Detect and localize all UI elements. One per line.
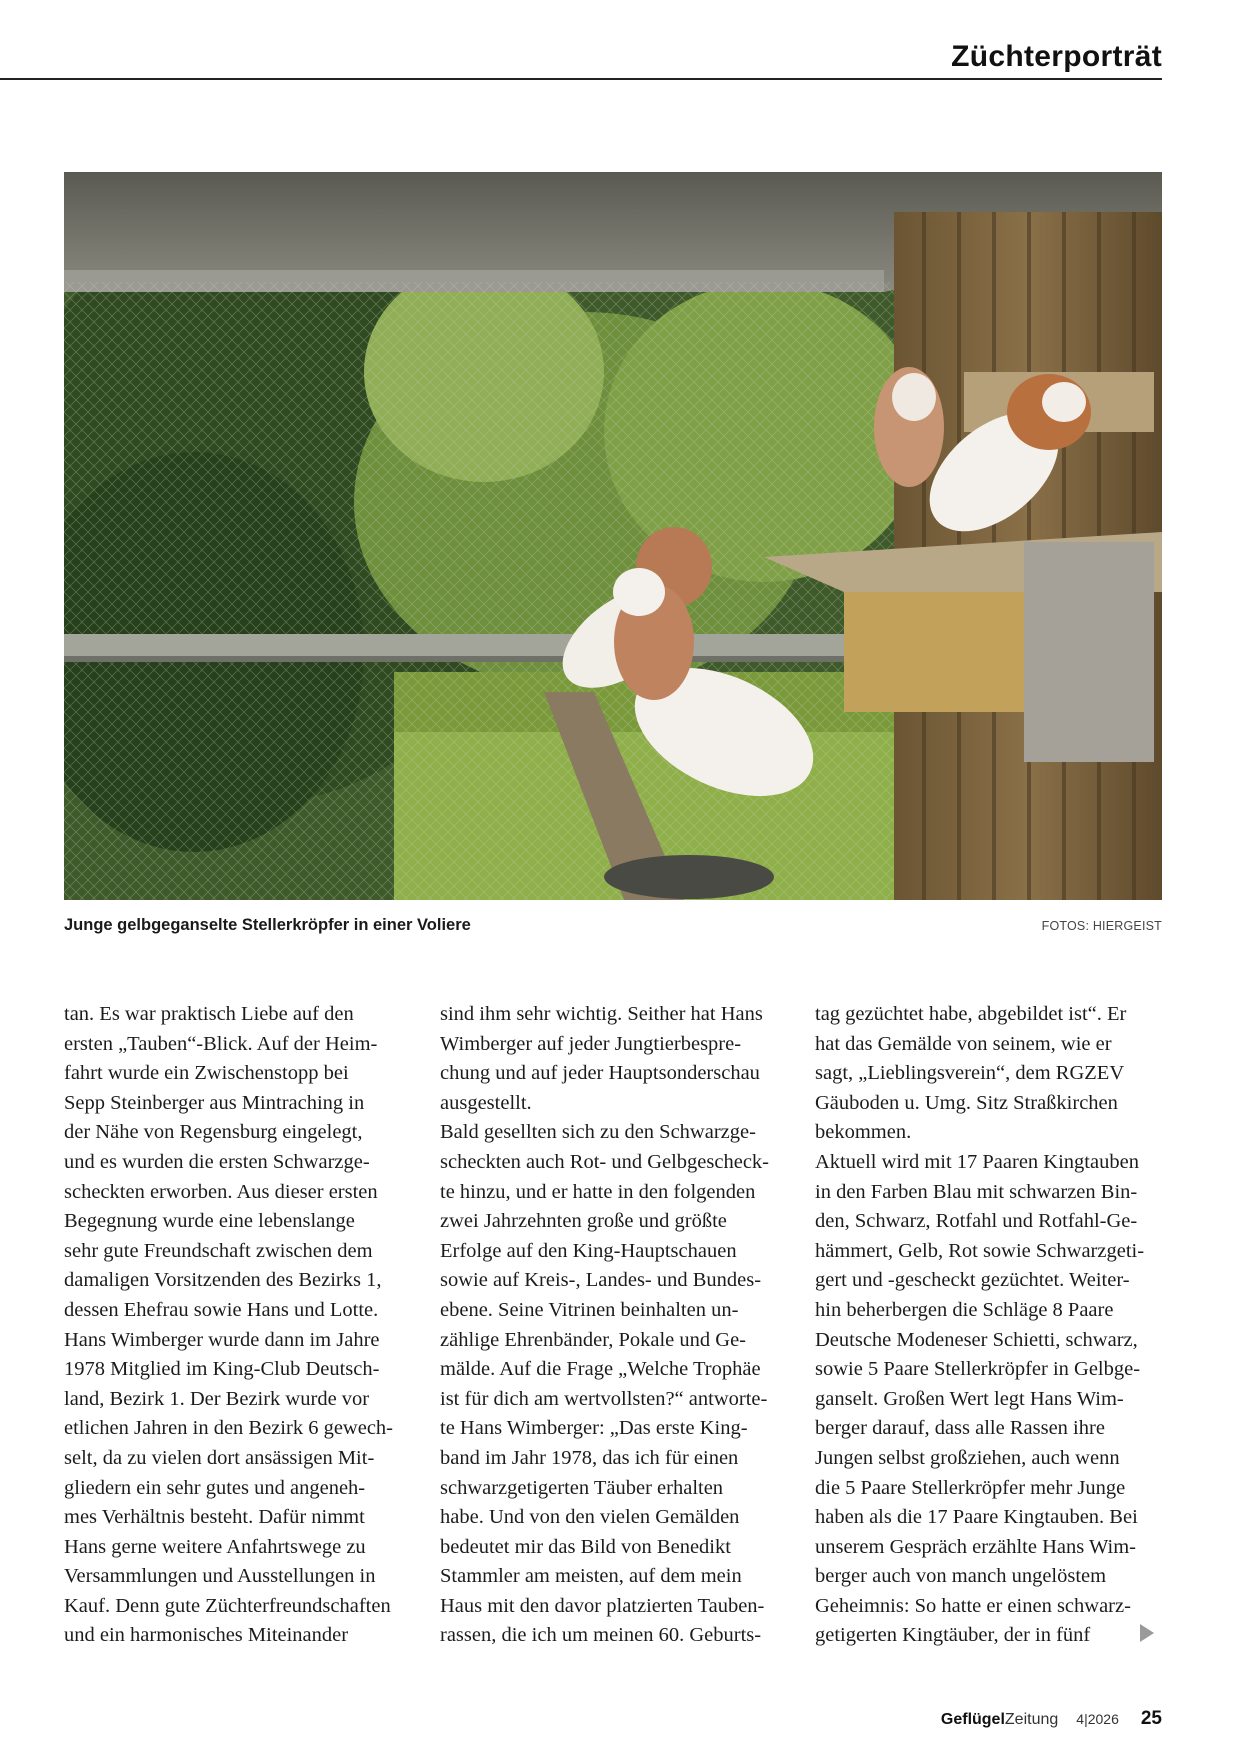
text-line: habe. Und von den vielen Gemälden: [440, 1506, 740, 1529]
text-line: mälde. Auf die Frage „Welche Trophäe: [440, 1358, 761, 1381]
photo-caption: Junge gelbgeganselte Stellerkröpfer in einer Voliere: [64, 916, 471, 934]
text-line: Aktuell wird mit 17 Paaren Kingtauben: [815, 1150, 1139, 1173]
text-line: ersten „Tauben“-Blick. Auf der Heim-: [64, 1032, 378, 1055]
text-line: Geheimnis: So hatte er einen schwarz-: [815, 1594, 1131, 1617]
text-line: dessen Ehefrau sowie Hans und Lotte.: [64, 1298, 379, 1321]
text-line: te Hans Wimberger: „Das erste King-: [440, 1417, 748, 1440]
text-line: und ein harmonisches Miteinander: [64, 1624, 349, 1647]
text-line: und es wurden die ersten Schwarzge-: [64, 1150, 370, 1173]
magazine-name-light: Zeitung: [1004, 1711, 1059, 1728]
text-line: ausgestellt.: [440, 1091, 532, 1114]
text-line: der Nähe von Regensburg eingelegt,: [64, 1121, 363, 1144]
text-line: hämmert, Gelb, Rot sowie Schwarzgeti-: [815, 1239, 1145, 1262]
article-column-2: [440, 1000, 790, 1651]
text-line: den, Schwarz, Rotfahl und Rotfahl-Ge-: [815, 1210, 1138, 1233]
photo-credit: FOTOS: HIERGEIST: [1041, 919, 1162, 933]
continue-arrow-icon: [1140, 1624, 1154, 1642]
text-line: etlichen Jahren in den Bezirk 6 gewech-: [64, 1417, 394, 1440]
text-line: ist für dich am wertvollsten?“ antworte-: [440, 1387, 768, 1410]
text-line: sind ihm sehr wichtig. Seither hat Hans: [440, 1003, 763, 1025]
text-line: Kauf. Denn gute Züchterfreundschaften: [64, 1594, 391, 1617]
text-line: Wimberger auf jeder Jungtierbespre-: [440, 1032, 742, 1055]
text-line: berger darauf, dass alle Rassen ihre: [815, 1417, 1105, 1440]
text-line: sehr gute Freundschaft zwischen dem: [64, 1239, 373, 1262]
text-line: sagt, „Lieblingsverein“, dem RGZEV: [815, 1062, 1125, 1085]
text-line: schwarzgetigerten Täuber erhalten: [440, 1476, 724, 1499]
text-line: selt, da zu vielen dort ansässigen Mit-: [64, 1446, 375, 1469]
text-line: Jungen selbst großziehen, auch wenn: [815, 1446, 1120, 1469]
text-line: Bald gesellten sich zu den Schwarzge-: [440, 1121, 756, 1144]
text-line: unserem Gespräch erzählte Hans Wim-: [815, 1535, 1136, 1558]
text-line: tag gezüchtet habe, abgebildet ist“. Er: [815, 1003, 1127, 1025]
text-line: Haus mit den davor platzierten Tauben-: [440, 1594, 765, 1617]
text-line: Hans Wimberger wurde dann im Jahre: [64, 1328, 380, 1351]
text-line: bekommen.: [815, 1121, 912, 1144]
text-line: haben als die 17 Paare Kingtauben. Bei: [815, 1506, 1138, 1529]
text-line: Begegnung wurde eine lebenslange: [64, 1210, 355, 1233]
text-line: Gäuboden u. Umg. Sitz Straßkirchen: [815, 1091, 1118, 1114]
text-line: band im Jahr 1978, das ich für einen: [440, 1446, 739, 1469]
text-line: Versammlungen und Ausstellungen in: [64, 1565, 376, 1588]
text-line: chung und auf jeder Hauptsonderschau: [440, 1062, 760, 1085]
page-number: 25: [1140, 1708, 1162, 1729]
article-column-1: [64, 1000, 414, 1651]
text-line: Hans gerne weitere Anfahrtswege zu: [64, 1535, 366, 1558]
text-line: Sepp Steinberger aus Mintraching in: [64, 1091, 365, 1114]
text-line: in den Farben Blau mit schwarzen Bin-: [815, 1180, 1138, 1203]
text-line: tan. Es war praktisch Liebe auf den: [64, 1003, 354, 1025]
text-line: hat das Gemälde von seinem, wie er: [815, 1032, 1112, 1055]
text-line: zwei Jahrzehnten große und größte: [440, 1210, 727, 1233]
text-line: ebene. Seine Vitrinen beinhalten un-: [440, 1298, 739, 1321]
issue-number: 4|2026: [1076, 1711, 1119, 1727]
text-line: sowie 5 Paare Stellerkröpfer in Gelbge-: [815, 1358, 1141, 1381]
text-line: mes Verhältnis besteht. Dafür nimmt: [64, 1506, 365, 1529]
aviary-photo: [64, 172, 1162, 900]
text-line: gert und -gescheckt gezüchtet. Weiter-: [815, 1269, 1130, 1292]
text-line: Erfolge auf den King-Hauptschauen: [440, 1239, 737, 1262]
text-line: ganselt. Großen Wert legt Hans Wim-: [815, 1387, 1124, 1410]
text-line: bedeutet mir das Bild von Benedikt: [440, 1535, 731, 1558]
text-line: Deutsche Modeneser Schietti, schwarz,: [815, 1328, 1138, 1351]
text-line: hin beherbergen die Schläge 8 Paare: [815, 1298, 1114, 1321]
text-line: gliedern ein sehr gutes und angeneh-: [64, 1476, 366, 1499]
text-line: rassen, die ich um meinen 60. Geburts-: [440, 1624, 762, 1647]
header-divider: [0, 78, 1162, 80]
section-title: Züchterporträt: [951, 40, 1162, 73]
article-column-3: [815, 1000, 1165, 1651]
magazine-name-bold: Geflügel: [940, 1711, 1005, 1728]
text-line: fahrt wurde ein Zwischenstopp bei: [64, 1062, 349, 1085]
text-line: getigerten Kingtäuber, der in fünf: [815, 1624, 1091, 1647]
text-line: land, Bezirk 1. Der Bezirk wurde vor: [64, 1387, 370, 1410]
text-line: te hinzu, und er hatte in den folgenden: [440, 1180, 756, 1203]
text-line: berger auch von manch ungelöstem: [815, 1565, 1107, 1588]
text-line: damaligen Vorsitzenden des Bezirks 1,: [64, 1269, 382, 1292]
text-line: Stammler am meisten, auf dem mein: [440, 1565, 742, 1588]
text-line: sowie auf Kreis-, Landes- und Bundes-: [440, 1269, 762, 1292]
page-footer: [941, 1708, 1162, 1730]
text-line: scheckten auch Rot- und Gelbgescheck-: [440, 1150, 770, 1173]
text-line: die 5 Paare Stellerkröpfer mehr Junge: [815, 1476, 1126, 1499]
text-line: zählige Ehrenbänder, Pokale und Ge-: [440, 1328, 746, 1351]
text-line: scheckten erworben. Aus dieser ersten: [64, 1180, 378, 1203]
text-line: 1978 Mitglied im King-Club Deutsch-: [64, 1358, 380, 1381]
